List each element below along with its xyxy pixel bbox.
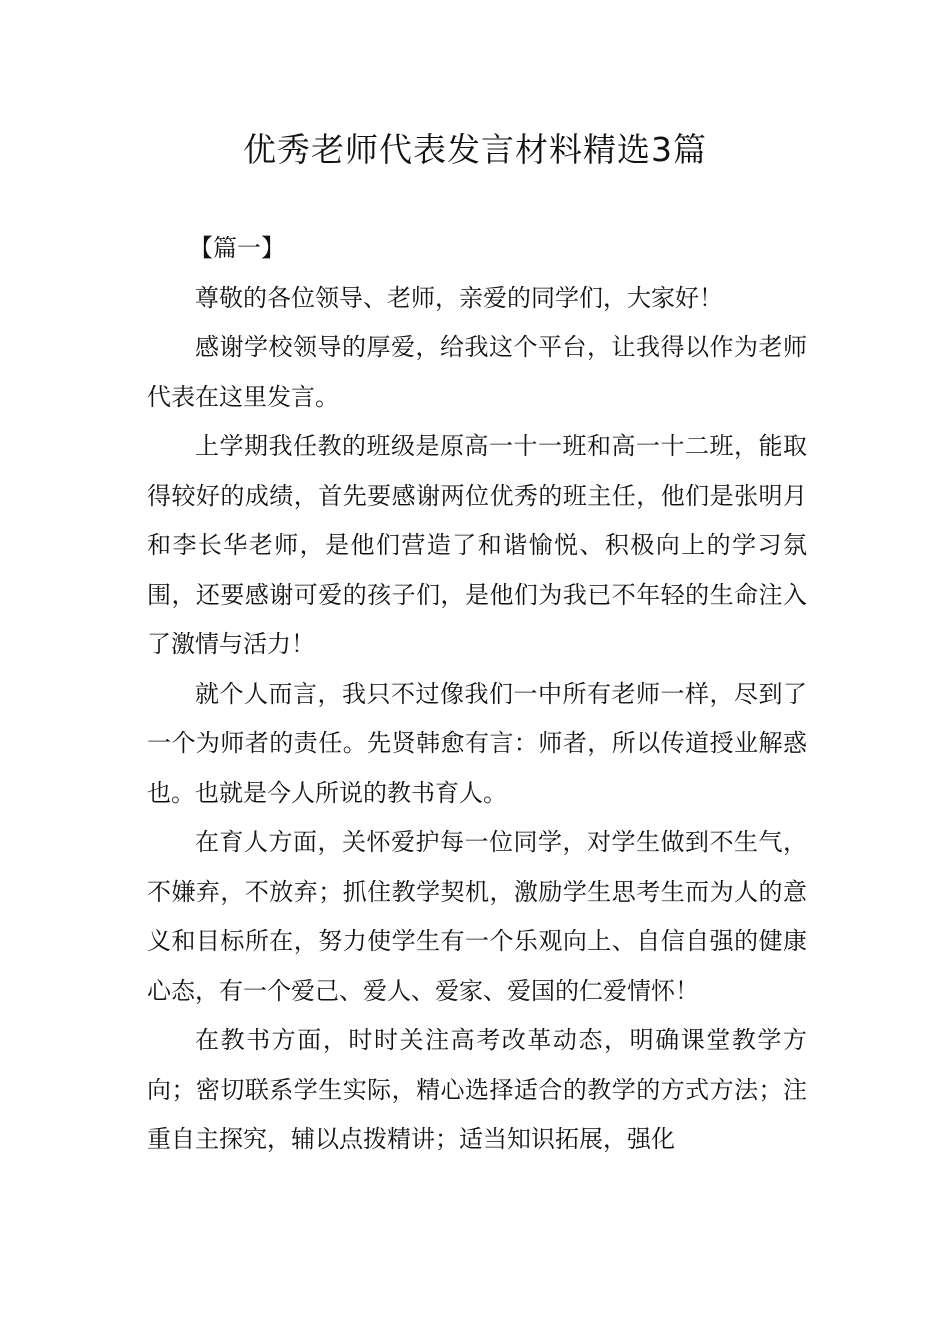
paragraph-teacher-duty: 就个人而言，我只不过像我们一中所有老师一样，尽到了一个为师者的责任。先贤韩愈有言：师者，所以传道授业解惑也。也就是今人所说的教书育人。: [147, 679, 807, 807]
document-title: 优秀老师代表发言材料精选3篇: [243, 130, 707, 169]
paragraph-educating-people: 在育人方面，关怀爱护每一位同学，对学生做到不生气，不嫌弃，不放弃；抓住教学契机，激励学生思考生而为人的意义和目标所在，努力使学生有一个乐观向上、自信自强的健康心态，有一个爱己、爱人、爱家、爱国的仁爱情怀！: [147, 828, 807, 1005]
paragraph-thanks: 感谢学校领导的厚爱，给我这个平台，让我得以作为老师代表在这里发言。: [147, 333, 807, 411]
document-body: [147, 224, 807, 1165]
paragraph-greeting: 尊敬的各位领导、老师，亲爱的同学们，大家好！: [195, 283, 723, 312]
paragraph-teaching: 在教书方面，时时关注高考改革动态，明确课堂教学方向；密切联系学生实际，精心选择适合的教学的方式方法；注重自主探究，辅以点拨精讲；适当知识拓展，强化: [147, 1026, 807, 1153]
paragraph-class-results: 上学期我任教的班级是原高一十一班和高一十二班，能取得较好的成绩，首先要感谢两位优秀的班主任，他们是张明月和李长华老师，是他们营造了和谐愉悦、积极向上的学习氛围，还要感谢可爱的孩子们，是他们为我已不年轻的生命注入了激情与活力！: [147, 432, 807, 658]
section-label: 【篇一】: [189, 234, 285, 262]
